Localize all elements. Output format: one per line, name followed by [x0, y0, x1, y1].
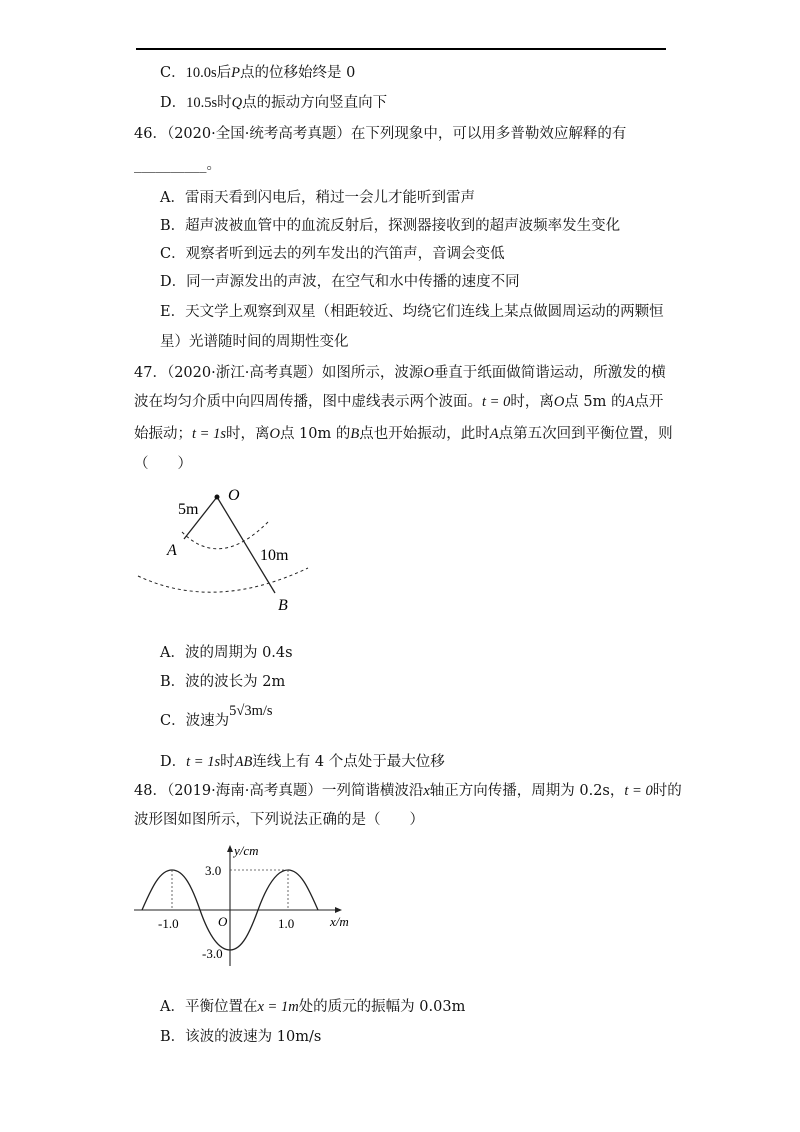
option-e-q46: E．天文学上观察到双星（相距较近、均绕它们连线上某点做圆周运动的两颗恒 — [160, 304, 664, 320]
question-46-blank: __________。 — [134, 157, 221, 173]
label-A: A — [167, 542, 177, 559]
option-a-q48: A．平衡位置在x = 1m处的质元的振幅为 0.03m — [160, 999, 466, 1015]
option-d-q45: D．10.5s时Q点的振动方向竖直向下 — [160, 95, 388, 111]
option-d-q47: D．t = 1s时AB连线上有 4 个点处于最大位移 — [160, 754, 445, 770]
option-b-q48: B．该波的波速为 10m/s — [160, 1029, 322, 1045]
label-5m: 5m — [178, 501, 199, 518]
question-47-line1: 47．（2020·浙江·高考真题）如图所示，波源O垂直于纸面做简谐运动，所激发的横 — [134, 365, 666, 381]
question-47-line3: 始振动；t = 1s时，离O点 10m 的B点也开始振动，此时A点第五次回到平衡位置，则 — [134, 426, 673, 442]
option-d-q46: D．同一声源发出的声波，在空气和水中传播的速度不同 — [160, 274, 520, 290]
option-a-q47: A．波的周期为 0.4s — [160, 645, 293, 661]
option-b-q47: B．波的波长为 2m — [160, 674, 286, 690]
origin-label: O — [218, 914, 228, 929]
x-axis-label: x/m — [330, 914, 349, 929]
tick-x-right: 1.0 — [278, 916, 295, 931]
label-10m: 10m — [260, 547, 289, 564]
y-axis-arrow — [227, 845, 233, 852]
option-b-q46: B．超声波被血管中的血流反射后，探测器接收到的超声波频率发生变化 — [160, 218, 621, 234]
tick-y-bottom: -3.0 — [202, 946, 223, 961]
segment-OB — [217, 497, 275, 593]
y-axis-label: y/cm — [234, 843, 259, 858]
wave-source-figure — [130, 482, 320, 617]
label-B: B — [278, 597, 288, 614]
waveform-graph — [130, 842, 370, 972]
option-e-q46-cont: 星）光谱随时间的周期性变化 — [160, 334, 349, 350]
tick-y-top: 3.0 — [205, 863, 222, 878]
outer-wavefront — [138, 568, 308, 592]
header-rule — [136, 48, 666, 50]
label-O: O — [228, 487, 240, 504]
source-point — [215, 495, 220, 500]
option-c-q47: C．波速为5√3m/s — [160, 703, 273, 729]
option-c-q45: C．10.0s后P点的位移始终是 0 — [160, 65, 356, 81]
question-47-paren: （ ） — [134, 456, 192, 472]
option-c-q46: C．观察者听到远去的列车发出的汽笛声，音调会变低 — [160, 246, 505, 262]
tick-x-left: -1.0 — [158, 916, 179, 931]
question-47-line2: 波在均匀介质中向四周传播，图中虚线表示两个波面。t = 0时，离O点 5m 的A点开 — [134, 394, 664, 410]
question-48-line1: 48．（2019·海南·高考真题）一列简谐横波沿x轴正方向传播，周期为 0.2s，t = 0时的 — [134, 783, 682, 799]
option-a-q46: A．雷雨天看到闪电后，稍过一会儿才能听到雷声 — [160, 190, 475, 206]
x-axis-arrow — [335, 907, 342, 913]
question-46-stem: 46．（2020·全国·统考高考真题）在下列现象中，可以用多普勒效应解释的有 — [134, 126, 627, 142]
question-48-line2: 波形图如图所示，下列说法正确的是（ ） — [134, 812, 424, 828]
